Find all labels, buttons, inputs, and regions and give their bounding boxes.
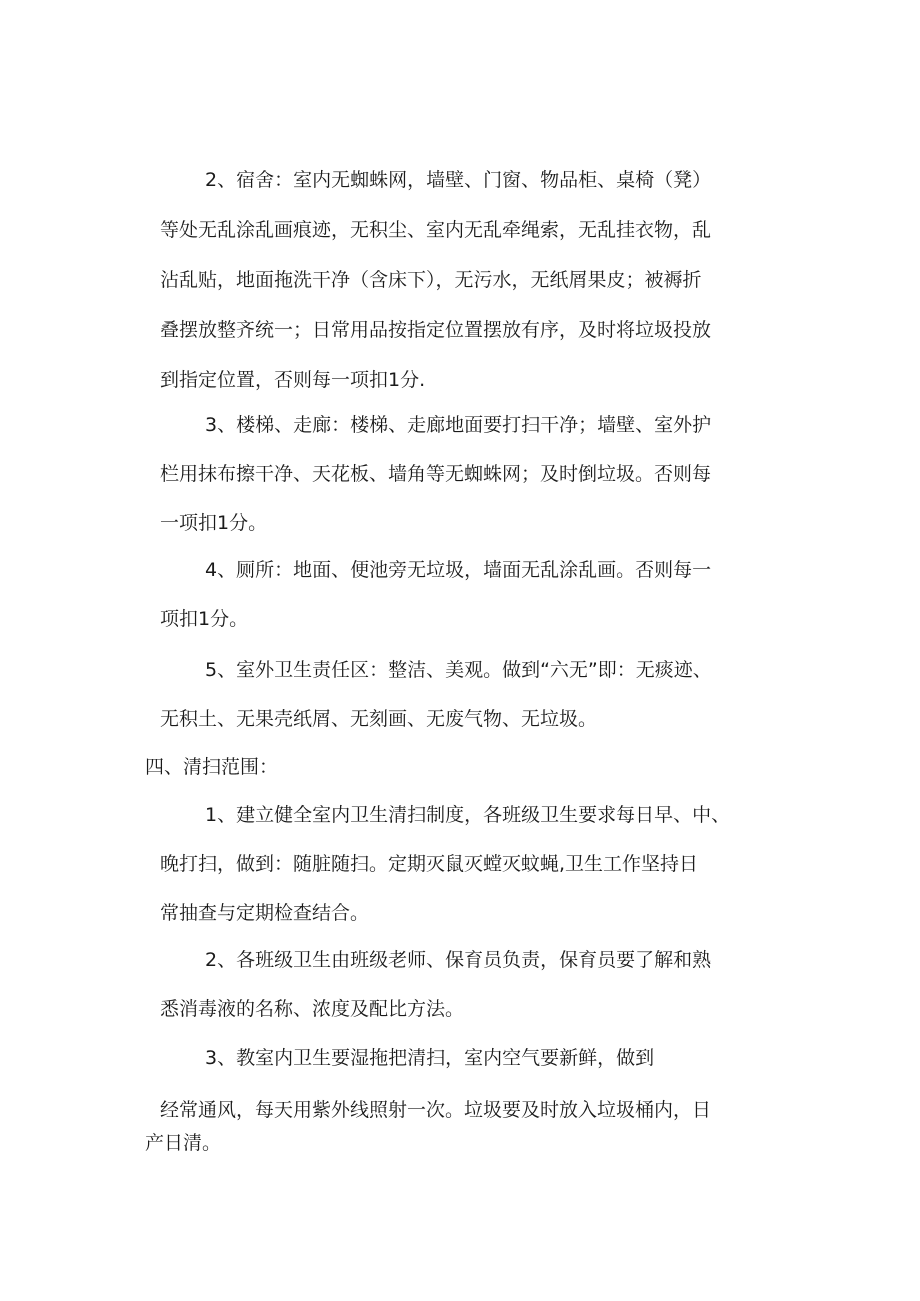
text-line: 5、室外卫生责任区：整洁、美观。做到“六无”即：无痰迹、 — [205, 659, 712, 681]
text-line: 3、教室内卫生要湿拖把清扫，室内空气要新鲜，做到 — [205, 1047, 655, 1069]
section-heading: 四、清扫范围： — [145, 756, 279, 778]
text-line: 无积土、无果壳纸屑、无刻画、无废气物、无垃圾。 — [160, 708, 598, 730]
text-line: 产日清。 — [145, 1132, 222, 1154]
text-line: 2、各班级卫生由班级老师、保育员负责，保育员要了解和熟 — [205, 949, 712, 971]
text-line: 经常通风，每天用紫外线照射一次。垃圾要及时放入垃圾桶内，日 — [160, 1099, 712, 1121]
text-line: 1、建立健全室内卫生清扫制度，各班级卫生要求每日早、中、 — [205, 804, 731, 826]
text-line: 沾乱贴，地面拖洗干净（含床下），无污水，无纸屑果皮；被褥折 — [160, 269, 702, 291]
text-line: 常抽查与定期检查结合。 — [160, 902, 370, 924]
text-line: 一项扣1分。 — [160, 512, 268, 534]
text-line: 项扣1分。 — [160, 608, 249, 630]
text-line: 2、宿舍：室内无蜘蛛网，墙壁、门窗、物品柜、桌椅（凳） — [205, 169, 712, 191]
text-line: 悉消毒液的名称、浓度及配比方法。 — [160, 998, 465, 1020]
text-line: 到指定位置，否则每一项扣1分. — [160, 369, 426, 391]
text-line: 4、厕所：地面、便池旁无垃圾，墙面无乱涂乱画。否则每一 — [205, 559, 712, 581]
text-line: 栏用抹布擦干净、天花板、墙角等无蜘蛛网；及时倒垃圾。否则每 — [160, 463, 712, 485]
text-line: 等处无乱涂乱画痕迹，无积尘、室内无乱牵绳索，无乱挂衣物，乱 — [160, 219, 712, 241]
text-line: 叠摆放整齐统一；日常用品按指定位置摆放有序，及时将垃圾投放 — [160, 319, 712, 341]
text-line: 晚打扫，做到：随脏随扫。定期灭鼠灭螳灭蚊蝇,卫生工作坚持日 — [160, 853, 699, 875]
text-line: 3、楼梯、走廊：楼梯、走廊地面要打扫干净；墙壁、室外护 — [205, 414, 712, 436]
